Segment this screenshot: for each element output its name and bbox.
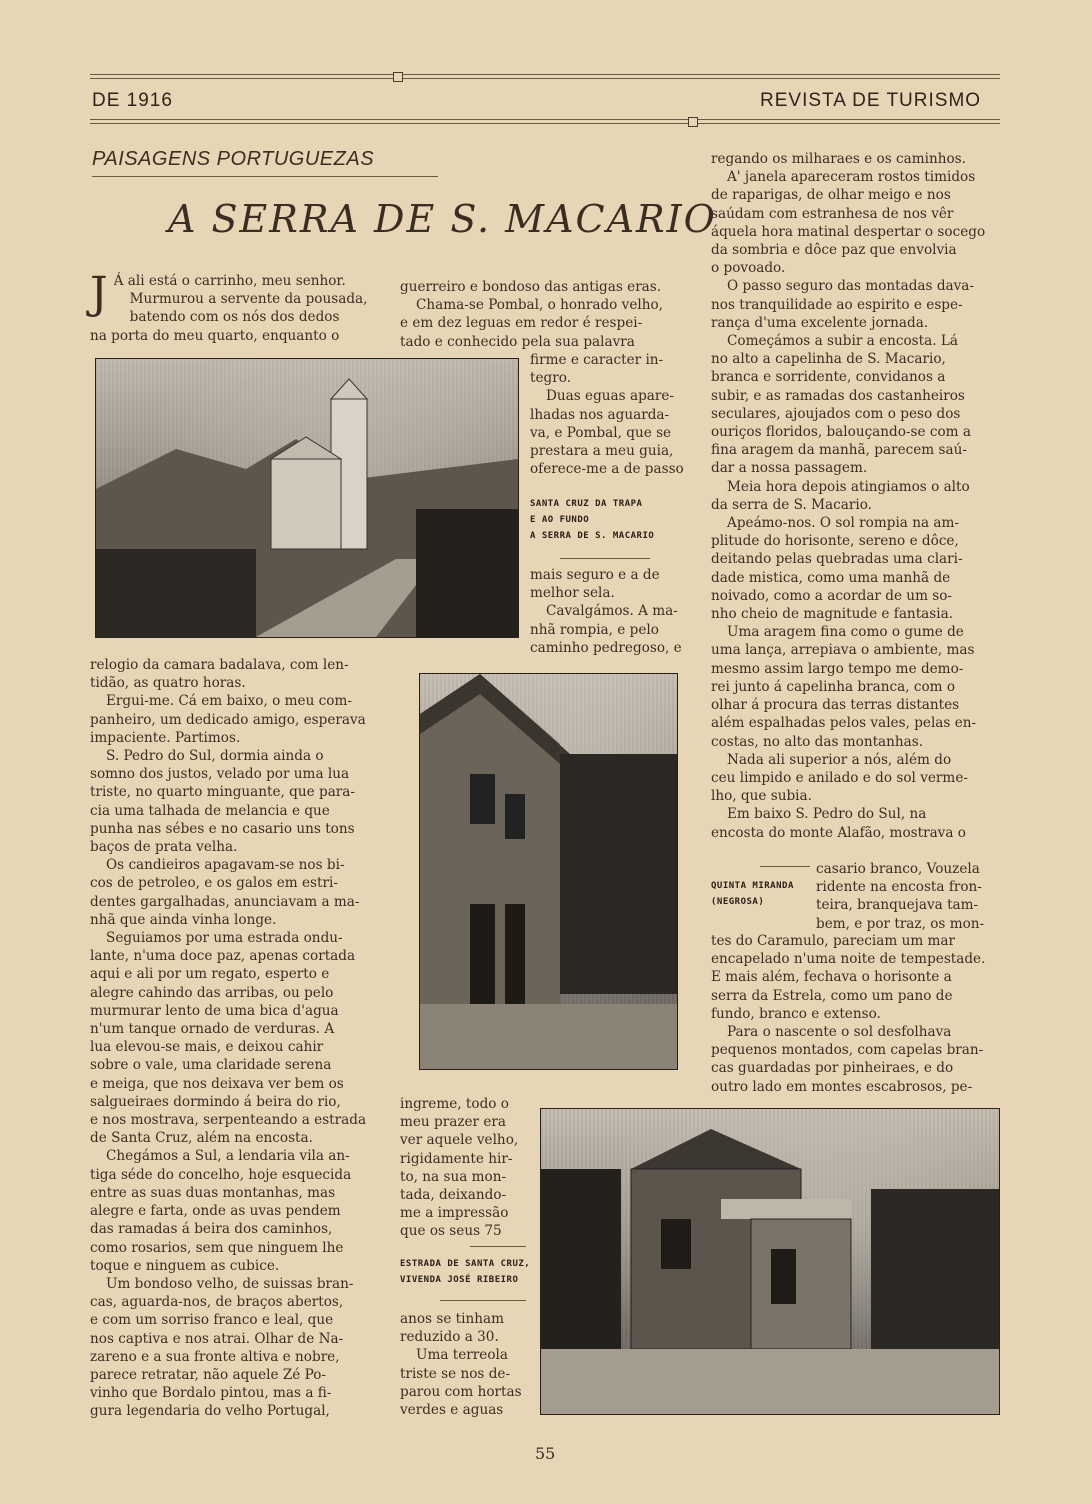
text-line: pequenos montados, com capelas bran- xyxy=(711,1042,984,1059)
text-line: Chama-se Pombal, o honrado velho, xyxy=(416,297,663,314)
text-line: lua elevou-se mais, e deixou cahir xyxy=(90,1039,324,1056)
text-line: sobre o vale, uma claridade serena xyxy=(90,1057,332,1074)
drop-cap: J xyxy=(90,268,108,319)
caption-santa-cruz xyxy=(530,496,692,544)
text-line: noivado, como a acordar de um so- xyxy=(711,587,953,604)
text-line: cas guardadas por pinheiraes, e do xyxy=(711,1060,954,1077)
text-line: relogio da camara badalava, com len- xyxy=(90,657,349,673)
text-line: e em dez leguas em redor é respei- xyxy=(400,315,643,332)
header-rule-bottom xyxy=(90,119,1000,124)
text-line: teira, branquejava tam- xyxy=(816,897,979,914)
caption-line: (NEGROSA) xyxy=(711,897,765,907)
col3-tail xyxy=(711,932,1001,1096)
caption-line: QUINTA MIRANDA xyxy=(711,881,794,891)
text-line: nhã que ainda vinha longe. xyxy=(90,911,277,928)
ornament-square xyxy=(688,117,698,127)
text-line: anos se tinham xyxy=(400,1311,504,1327)
text-line: Meia hora depois atingiamos o alto xyxy=(727,478,970,495)
text-line: Cavalgámos. A ma- xyxy=(546,603,678,620)
text-line: mais seguro e a de xyxy=(530,567,660,583)
text-line: A' janela apareceram rostos timidos xyxy=(727,169,976,186)
text-line: serra da Estrela, como um pano de xyxy=(711,987,953,1004)
text-line: e nos mostrava, serpenteando a estrada xyxy=(90,1112,367,1129)
text-line: Duas eguas apare- xyxy=(546,388,675,405)
text-line: casario branco, Vouzela xyxy=(816,861,980,877)
text-line: me a impressão xyxy=(400,1205,509,1222)
col1-body xyxy=(90,656,382,1421)
col2-lower xyxy=(400,1095,526,1241)
caption-line: A SERRA DE S. MACARIO xyxy=(530,531,655,541)
text-line: lho, que subia. xyxy=(711,788,812,805)
text-line: saúdam com estranhesa de nos vêr xyxy=(711,205,954,222)
text-line: plitude do horisonte, sereno e dôce, xyxy=(711,533,959,550)
text-line: zareno e a sua fronte altiva e nobre, xyxy=(90,1348,340,1365)
text-line: nos tranquilidade ao espirito e espe- xyxy=(711,296,963,313)
text-line: rei junto á capelinha branca, com o xyxy=(711,678,956,695)
header-left: DE 1916 xyxy=(92,90,173,111)
text-line: tes do Caramulo, pareciam um mar xyxy=(711,933,956,949)
text-line: das ramadas á beira dos caminhos, xyxy=(90,1221,333,1238)
text-line: oferece-me a de passo xyxy=(530,461,684,478)
text-line: Chegámos a Sul, a lendaria vila an- xyxy=(106,1148,350,1165)
caption-line: ESTRADA DE SANTA CRUZ, xyxy=(400,1259,531,1269)
villa-illustration xyxy=(541,1109,999,1414)
article-title: A SERRA DE S. MACARIO xyxy=(168,197,717,241)
text-line: tado e conhecido pela sua palavra xyxy=(400,333,635,350)
text-line: mesmo assim largo tempo me demo- xyxy=(711,660,964,677)
text-line: to, na sua mon- xyxy=(400,1168,507,1185)
text-line: ver aquele velho, xyxy=(400,1132,519,1149)
text-line: o povoado. xyxy=(711,260,786,277)
text-line: guerreiro e bondoso das antigas eras. xyxy=(400,279,662,295)
text-line: firme e caracter in- xyxy=(530,352,664,368)
text-line: na porta do meu quarto, enquanto o xyxy=(90,327,340,344)
text-line: tiga séde do concelho, hoje esquecida xyxy=(90,1166,352,1183)
text-line: tada, deixando- xyxy=(400,1187,507,1204)
text-line: panheiro, um dedicado amigo, esperava xyxy=(90,711,366,728)
col2-end xyxy=(400,1310,526,1419)
caption-rule xyxy=(470,1246,526,1247)
text-line: dar a nossa passagem. xyxy=(711,460,868,477)
text-line: va, e Pombal, que se xyxy=(530,424,672,441)
text-line: triste se nos de- xyxy=(400,1365,511,1382)
text-line: alegre cahindo das arribas, ou pelo xyxy=(90,984,334,1001)
text-line: de Santa Cruz, além na encosta. xyxy=(90,1130,313,1147)
text-line: alegre e farta, onde as uvas pendem xyxy=(90,1203,341,1220)
text-line: lhadas nos aguarda- xyxy=(530,406,670,423)
text-line: salgueiraes dormindo á beira do rio, xyxy=(90,1093,341,1110)
text-line: verdes e aguas xyxy=(400,1402,504,1419)
text-line: no alto a capelinha de S. Macario, xyxy=(711,351,946,368)
col3-main xyxy=(711,150,1001,842)
text-line: e meiga, que nos deixava ver bem os xyxy=(90,1075,344,1092)
text-line: murmurar lento de uma bica d'agua xyxy=(90,1002,339,1019)
text-line: punha nas sébes e no casario uns tons xyxy=(90,820,355,837)
text-line: nos captiva e nos atrai. Olhar de Na- xyxy=(90,1330,344,1347)
text-line: caminho pedregoso, e xyxy=(530,639,682,656)
text-line: cas, aguarda-nos, de braços abertos, xyxy=(90,1294,344,1311)
caption-quinta-miranda xyxy=(711,878,811,910)
text-line: batendo com os nós dos dedos xyxy=(129,309,340,326)
text-line: tegro. xyxy=(530,370,571,387)
text-line: fina aragem da manhã, parecem saú- xyxy=(711,442,967,459)
text-line: E mais além, fechava o horisonte a xyxy=(711,969,952,986)
caption-line: E AO FUNDO xyxy=(530,515,590,525)
text-line: Apeámo-nos. O sol rompia na am- xyxy=(727,515,960,532)
text-line: Uma terreola xyxy=(416,1347,508,1364)
header-rule-top xyxy=(90,74,1000,79)
text-line: ouriços floridos, balouçando-se com a xyxy=(711,424,971,441)
text-line: aqui e ali por um regato, esperto e xyxy=(90,966,330,983)
ornament-square xyxy=(393,72,403,82)
section-rule xyxy=(92,176,438,177)
section-heading: PAISAGENS PORTUGUEZAS xyxy=(92,148,375,170)
text-line: gura legendaria do velho Portugal, xyxy=(90,1403,330,1420)
text-line: costas, no alto das montanhas. xyxy=(711,733,924,750)
col1-opening xyxy=(90,268,382,345)
text-line: áquela hora matinal despertar o socego xyxy=(711,223,986,240)
text-line: baços de prata velha. xyxy=(90,839,238,856)
text-line: vinho que Bordalo pintou, mas a fi- xyxy=(90,1385,332,1402)
text-line: Para o nascente o sol desfolhava xyxy=(727,1024,952,1041)
text-line: branca e sorridente, convidanos a xyxy=(711,369,946,386)
text-line: que os seus 75 xyxy=(400,1223,502,1240)
text-line: reduzido a 30. xyxy=(400,1329,499,1346)
text-line: outro lado em montes escabrosos, pe- xyxy=(711,1078,973,1095)
caption-line: VIVENDA JOSÉ RIBEIRO xyxy=(400,1275,519,1285)
text-line: Murmurou a servente da pousada, xyxy=(129,291,368,308)
text-line: Um bondoso velho, de suissas bran- xyxy=(106,1275,354,1292)
text-line: dentes gargalhadas, anunciavam a ma- xyxy=(90,893,360,910)
church-illustration xyxy=(96,359,518,637)
house-illustration xyxy=(420,674,677,1069)
text-line: e com um sorriso franco e leal, que xyxy=(90,1312,334,1329)
page-number: 55 xyxy=(535,1444,556,1463)
text-line: encosta do monte Alafão, mostrava o xyxy=(711,824,966,841)
text-line: seculares, ajoujados com o peso dos xyxy=(711,405,961,422)
text-line: lante, n'uma doce paz, apenas cortada xyxy=(90,948,356,965)
text-line: melhor sela. xyxy=(530,585,615,602)
caption-rule xyxy=(560,558,650,559)
header-right: REVISTA DE TURISMO xyxy=(760,90,982,111)
text-line: ceu limpido e anilado e do sol verme- xyxy=(711,769,968,786)
text-line: Os candieiros apagavam-se nos bi- xyxy=(106,857,345,874)
caption-line: SANTA CRUZ DA TRAPA xyxy=(530,499,643,509)
text-line: parou com hortas xyxy=(400,1383,522,1400)
text-line: entre as suas duas montanhas, mas xyxy=(90,1184,336,1201)
text-line: encapelado n'uma noite de tempestade. xyxy=(711,951,986,968)
text-line: triste, no quarto minguante, que para- xyxy=(90,784,356,801)
text-line: impaciente. Partimos. xyxy=(90,729,241,746)
text-line: n'um tanque ornado de verduras. A xyxy=(90,1021,335,1038)
text-line: de raparigas, de olhar meigo e nos xyxy=(711,187,951,204)
text-line: S. Pedro do Sul, dormia ainda o xyxy=(106,748,324,765)
text-line: Começámos a subir a encosta. Lá xyxy=(727,333,958,350)
text-line: Seguiamos por uma estrada ondu- xyxy=(106,930,343,947)
text-line: da serra de S. Macario. xyxy=(711,496,872,513)
col3-narrow xyxy=(816,860,1001,933)
text-line: rigidamente hir- xyxy=(400,1150,513,1167)
text-line: fundo, branco e extenso. xyxy=(711,1005,881,1022)
text-line: como rosarios, sem que ninguem lhe xyxy=(90,1239,344,1256)
text-line: além espalhadas pelos vales, pelas en- xyxy=(711,715,977,732)
photo-quinta-miranda xyxy=(419,673,678,1070)
text-line: Em baixo S. Pedro do Sul, na xyxy=(727,806,927,823)
text-line: Nada ali superior a nós, além do xyxy=(727,751,952,768)
text-line: tidão, as quatro horas. xyxy=(90,675,246,692)
text-line: olhar á procura das terras distantes xyxy=(711,697,960,714)
text-line: cos de petroleo, e os galos em estri- xyxy=(90,875,338,892)
text-line: prestara a meu guia, xyxy=(530,443,674,460)
caption-rule xyxy=(440,1300,526,1301)
text-line: ingreme, todo o xyxy=(400,1096,509,1112)
text-line: somno dos justos, velado por uma lua xyxy=(90,766,350,783)
text-line: O passo seguro das montadas dava- xyxy=(727,278,974,295)
text-line: dade mistica, como uma manhã de xyxy=(711,569,951,586)
text-line: da sombria e dôce paz que envolvia xyxy=(711,242,957,259)
text-line: toque e ninguem as cubice. xyxy=(90,1257,280,1274)
text-line: Ergui-me. Cá em baixo, o meu com- xyxy=(106,693,352,710)
text-line: cia uma talhada de melancia e que xyxy=(90,802,330,819)
text-line: nhã rompia, e pelo xyxy=(530,621,659,638)
text-line: parece retratar, não aquele Zé Po- xyxy=(90,1366,327,1383)
text-line: subir, e as ramadas dos castanheiros xyxy=(711,387,965,404)
col2-after-caption xyxy=(530,566,692,657)
text-line: meu prazer era xyxy=(400,1114,506,1131)
text-line: deitando pelas quebradas uma clari- xyxy=(711,551,963,568)
text-line: Á ali está o carrinho, meu senhor. xyxy=(113,273,346,289)
col2-narrow xyxy=(530,351,692,478)
text-line: uma lança, arrepiava o ambiente, mas xyxy=(711,642,975,659)
photo-vivenda-jose-ribeiro xyxy=(540,1108,1000,1415)
text-line: rança d'uma excelente jornada. xyxy=(711,314,929,331)
caption-rule xyxy=(760,866,810,867)
col2-top xyxy=(400,278,692,351)
text-line: bem, e por traz, os mon- xyxy=(816,915,985,932)
text-line: nho cheio de magnitude e fantasia. xyxy=(711,606,954,623)
caption-estrada xyxy=(400,1256,540,1288)
text-line: ridente na encosta fron- xyxy=(816,879,982,896)
text-line: regando os milharaes e os caminhos. xyxy=(711,151,966,167)
photo-santa-cruz-da-trapa xyxy=(95,358,519,638)
text-line: Uma aragem fina como o gume de xyxy=(727,624,964,641)
